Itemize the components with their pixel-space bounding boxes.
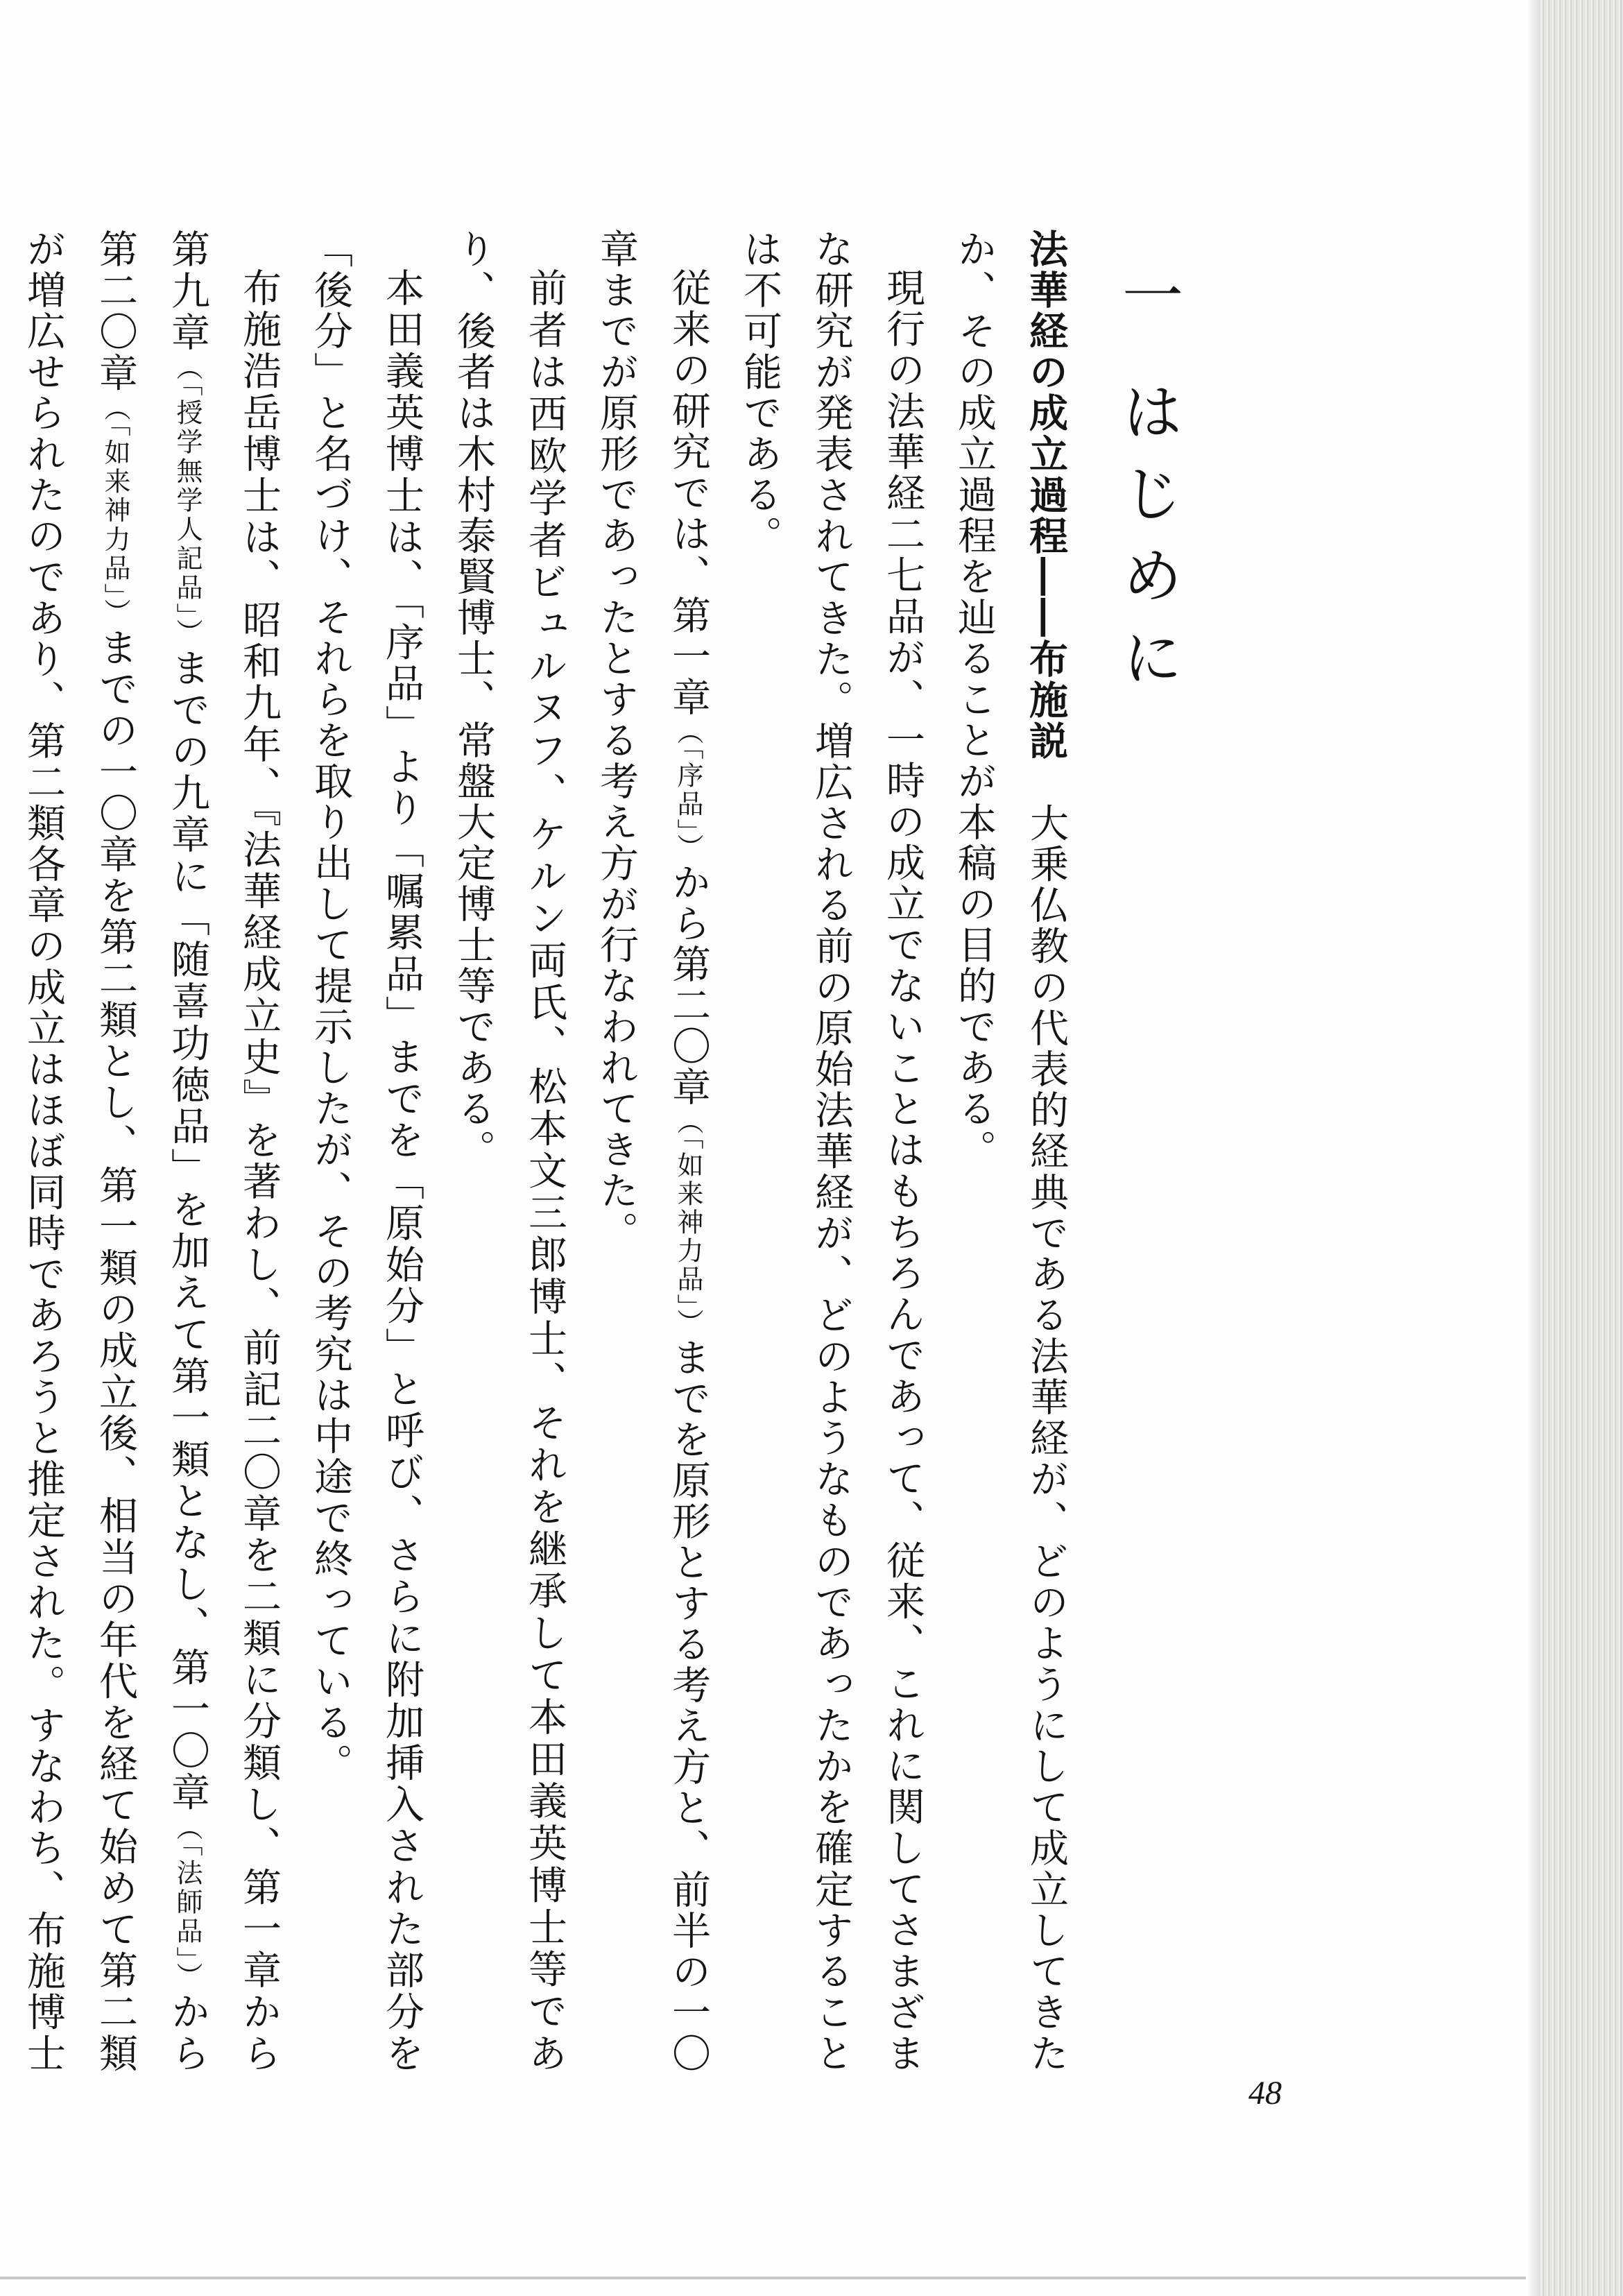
- paragraph-5-text-c: から第二〇章: [93, 229, 210, 2075]
- paragraph-2-note-1: （「序品」）: [673, 718, 703, 862]
- paragraph-1: 現行の法華経二七品が、一時の成立でないことはもちろんであって、従来、これに関してさまざまな研究が発表されてきた。増広される前の原始法華経が、どのようなものであったかを確定することは不可能である。: [737, 229, 925, 2074]
- lead-text: 大乗仏教の代表的経典である法華経が、どのようにして成立してきたか、その成立過程を辿ることが本稿の目的である。: [952, 229, 1069, 2075]
- body-text: [21, 229, 1082, 2075]
- page-number: 48: [1248, 2075, 1282, 2111]
- paragraph-3: 前者は西欧学者ビュルヌフ、ケルン両氏、松本文三郎博士、それを継承して本田義英博士等であり、後者は木村泰賢博士、常盤大定博士等である。: [451, 229, 567, 2074]
- paragraph-2: [581, 229, 724, 2074]
- paragraph-2-text-b: から第二〇章: [666, 862, 711, 1108]
- lead-paragraph: [938, 229, 1082, 2074]
- paragraph-2-text-a: 従来の研究では、第一章: [666, 268, 711, 718]
- lead-bold-title: 法華経の成立過程――布施説: [1023, 229, 1069, 762]
- paragraph-5-text-a: 布施浩岳博士は、昭和九年、『法華経成立史』を著わし、前記二〇章を二類に分類し、第一章から第九章: [165, 229, 282, 2074]
- paragraph-5-note-1: （「授学無学人記品」）: [172, 354, 203, 649]
- paragraph-5: [0, 229, 295, 2074]
- book-page-edge: [1540, 0, 1623, 2296]
- paragraph-5-text-d: までの一〇章を第二類とし、第一類の成立後、相当の年代を経て始めて第二類が増広せられたのであり、第二類各章の成立はほぼ同時であろうと推定された。すなわち、布施博士: [21, 229, 138, 2075]
- paragraph-5-text-b: までの九章に「随喜功徳品」を加えて第一類となし、第一〇章: [165, 648, 210, 1814]
- paragraph-2-note-2: （「如来神力品」）: [673, 1108, 703, 1337]
- paragraph-4: 本田義英博士は、「序品」より「嘱累品」までを「原始分」と呼び、さらに附加挿入された部分を「後分」と名づけ、それらを取り出して提示したが、その考究は中途で終っている。: [308, 229, 424, 2074]
- paragraph-5-note-3: （「如来神力品」）: [100, 394, 130, 628]
- section-title: はじめに: [1113, 380, 1184, 708]
- page-bottom-edge: [0, 2277, 1526, 2279]
- section-number: 一: [1113, 264, 1184, 345]
- page-gutter-shadow: [1527, 0, 1540, 2296]
- paragraph-2-text-c: までを原形とする考え方と、前半の一〇章までが原形であったとする考え方が行なわれてきた。: [594, 229, 711, 2074]
- paragraph-5-note-2: （「法師品」）: [172, 1813, 203, 1991]
- section-heading: [1110, 264, 1186, 1512]
